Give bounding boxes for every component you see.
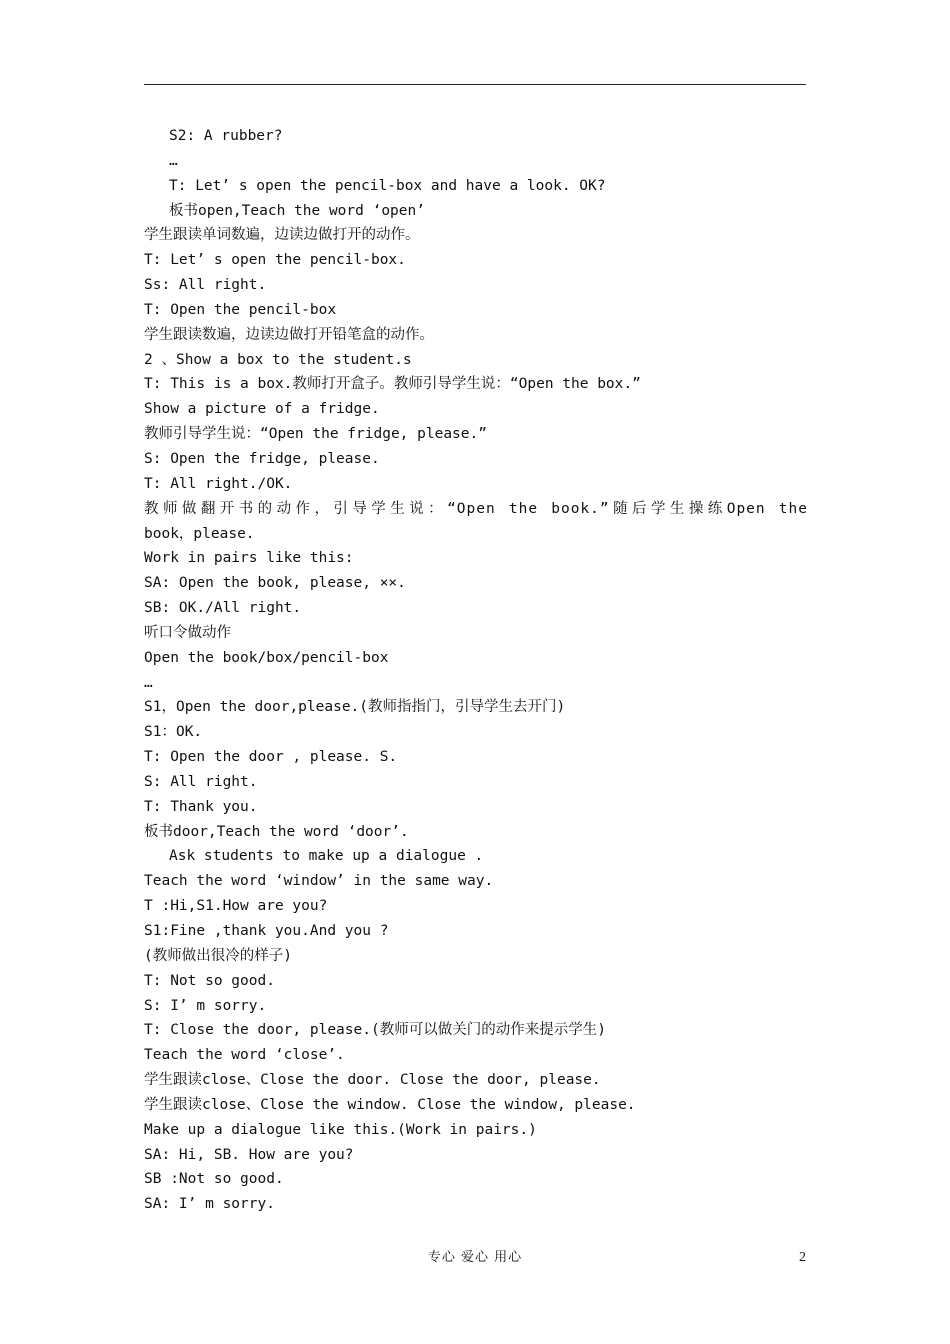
text-line: Teach the word ‘close’. [144, 1047, 345, 1064]
text-line: T: Let’ s open the pencil-box and have a look. OK? [169, 177, 606, 194]
text-line: Ask students to make up a dialogue . [169, 848, 484, 865]
text-line: … [144, 674, 153, 691]
footer-motto: 专心 爱心 用心 [427, 1250, 523, 1265]
text-line: T: Close the door, please.(教师可以做关门的动作来提示学生) [144, 1022, 606, 1039]
text-line: book，please. [144, 525, 255, 542]
text-line: SB: OK./All right. [144, 600, 302, 617]
document-body [144, 124, 808, 1217]
text-line: SB :Not so good. [144, 1171, 284, 1188]
text-line: S: I’ m sorry. [144, 997, 267, 1014]
text-line: SA: Hi, SB. How are you? [144, 1146, 354, 1163]
text-line: (教师做出很冷的样子) [144, 947, 292, 964]
page-number: 2 [799, 1250, 806, 1265]
text-line: Teach the word ‘window’ in the same way. [144, 873, 494, 890]
text-line: T: All right./OK. [144, 475, 293, 492]
text-line: S: All right. [144, 773, 258, 790]
text-line: T :Hi,S1.How are you? [144, 898, 328, 915]
text-line: S1：OK. [144, 724, 203, 741]
text-line: 板书door,Teach the word ‘door’. [144, 823, 409, 840]
text-line: Open the book/box/pencil-box [144, 649, 389, 666]
text-line: S1，Open the door,please.(教师指指门，引导学生去开门) [144, 699, 566, 716]
text-line: Make up a dialogue like this.(Work in pairs.) [144, 1121, 537, 1138]
text-line: T: Not so good. [144, 972, 275, 989]
text-line: 学生跟读close、Close the door. Close the door, please. [144, 1072, 601, 1089]
text-line: SA: Open the book, please, ××. [144, 575, 406, 592]
text-line: 学生跟读单词数遍，边读边做打开的动作。 [144, 227, 420, 244]
text-line: 2 、Show a box to the student.s [144, 351, 412, 368]
text-line: 学生跟读数遍，边读边做打开铅笔盒的动作。 [144, 326, 434, 343]
text-line: T: Open the pencil-box [144, 301, 337, 318]
text-line: … [169, 152, 178, 169]
text-line: 教师做翻开书的动作，引导学生说：“Open the book.”随后学生操练Open the [144, 500, 808, 517]
text-line: S1:Fine ,thank you.And you ? [144, 923, 389, 939]
text-line: Show a picture of a fridge. [144, 401, 380, 418]
text-line: 听口令做动作 [144, 624, 231, 641]
text-line: T: This is a box.教师打开盒子。教师引导学生说：“Open the box.” [144, 376, 641, 393]
text-line: S: Open the fridge, please. [144, 450, 380, 467]
text-line: T: Open the door , please. S. [144, 749, 398, 766]
text-line: T: Thank you. [144, 798, 258, 815]
text-line: T: Let’ s open the pencil-box. [144, 252, 406, 269]
text-line: 教师引导学生说：“Open the fridge, please.” [144, 426, 487, 443]
text-line: SA: I’ m sorry. [144, 1196, 275, 1213]
text-line: Work in pairs like this: [144, 550, 354, 567]
text-line: 学生跟读close、Close the window. Close the window, please. [144, 1096, 636, 1113]
text-line: S2: A rubber? [169, 128, 283, 144]
header-rule [144, 84, 806, 85]
text-line: 板书open,Teach the word ‘open’ [169, 202, 425, 219]
text-line: Ss: All right. [144, 277, 267, 294]
